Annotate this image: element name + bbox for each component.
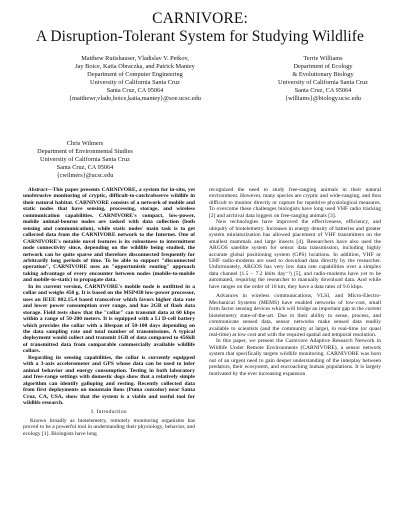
author-names: Terrie Williams	[303, 55, 343, 62]
intro-paragraph: Known broadly as biotelemetry, remotely monitoring organisms has proved to be a powerful tool in understanding their physiology, behavior, and ecology [1]. Biologists have long	[23, 417, 195, 437]
author-email: {matthewr,vlado,boice,katia,mantey}@soe.ucsc.edu	[69, 95, 201, 102]
body-paragraph: recognized the need to study free-ranging animals in their natural environment. However, many species are cryptic and wide-ranging, and thus difficult to monitor directly or capture for repetitive physiological measures. To overcome these challenges biologists have long used VHF radio tracking [2] and archival data loggers on free-ranging animals [3].	[209, 187, 381, 219]
author-university: University of California Santa Cruz	[278, 79, 368, 86]
author-university: University of California Santa Cruz	[40, 156, 130, 163]
left-column	[23, 187, 195, 512]
abstract-text: —This paper presents CARNIVORE, a system for in-situ, yet unobtrusive monitoring of cryptic, difficult-to-catch/observe wildlife in their natural habitat. CARNIVORE consists of a network of mobile and static nodes that have sensing, processing, storage, and wireless communication capabilities. CARNIVORE's compact, low-power, mobile animal-bourne nodes are tasked with data collection (both sensing and communication), while static nodes' main task is to get collected data from the CARNIVORE network to the Internet. One of CARNIVORE's notable novel features is its robustness to intermittent node connectivity since, depending on the wildlife being studied, the network can be quite sparse and therefore disconnected frequently for arbitrarily long periods of time. To be able to support "disconnected operation", CARNIVORE uses an "opportunistic routing" approach taking advantage of every encounter between nodes (mobile-to-mobile and mobile-to-static) to propagate data.	[23, 187, 195, 284]
abstract-paragraph-3: Regarding its sensing capabilities, the collar is currently equipped with a 3-axis accelerometer and GPS whose data can be used to infer animal behavior and energy consumption. Testing in both laboratory and free-range settings with domestic dogs show that a relatively simple algorithm can identify galloping and resting. Recently collected data from first deployments on mountain lions (Puma concolor) near Santa Cruz, CA, USA, show that the system is a viable and useful tool for wildlife research.	[23, 354, 195, 406]
author-university: University of California Santa Cruz	[90, 79, 180, 86]
author-names: Jay Boice, Katia Obraczka, and Patrick Mantey	[75, 63, 195, 70]
author-names: Chris Wilmers	[66, 140, 104, 147]
title-line-1: CARNIVORE:	[152, 10, 248, 27]
body-paragraph: Advances in wireless communications, VLSI, and Micro-Electro-Mechanical Systems (MEMS) have enabled networks of low-cost, small form factor sensing devices which will bridge an important gap in the current biotelemetry state-of-the-art. Due to their ability to sense, process, and communicate sensed data, sensor networks make sensed data readily available to scientists (and the community at large), in real-time (or quasi real-time) at low cost and with the required spatial and temporal resolution.	[209, 293, 381, 338]
author-email: {cwilmers}@ucsc.edu	[56, 172, 114, 179]
abstract-paragraph-1	[23, 187, 195, 284]
right-column	[209, 187, 381, 512]
author-email: {williams}@biology.ucsc.edu	[285, 95, 361, 102]
author-block-environmental-studies	[20, 140, 150, 180]
author-city: Santa Cruz, CA 95064	[294, 87, 352, 94]
paper-title	[0, 10, 400, 46]
section-heading-introduction: I. Introduction	[91, 409, 127, 416]
body-paragraph: In this paper, we present the Carnivore Adaptive Research Network in Wildlife Under Remote Environments (CARNIVORE), a sensor network system that specifically targets wildlife monitoring. CARNIVORE was born out of an urgent need to gain deeper understanding of the interplay between predators, their ecosystem, and encroaching human populations. It is largely motivated by the ever increasing expansion	[209, 338, 381, 377]
author-names: Matthew Rutishauser, Vladislav V. Petkov,	[81, 55, 189, 62]
author-block-computer-engineering	[30, 55, 240, 103]
author-department: Department of Computer Engineering	[87, 71, 183, 78]
author-department-line-2: & Evolutionary Biology	[292, 71, 354, 78]
abstract-label: Abstract	[28, 187, 48, 193]
author-city: Santa Cruz, CA 95064	[56, 164, 114, 171]
author-city: Santa Cruz, CA 95064	[106, 87, 164, 94]
author-block-ecology	[268, 55, 378, 103]
abstract-paragraph-2: In its current version, CARNIVORE's mobile node is outfitted in a collar and weighs 450 g. It is based on the MSP430 low-power processor, uses an IEEE 802.15.4 based transceiver which favors higher data rate and lower power consumption over range, and has 2GB of flash data storage. Field tests show that the "collar" can transmit data at 60 kbps within a range of 50-200 meters. It is equipped with a Li D-cell battery which provides the collar with a lifespan of 50-100 days depending on the data sampling rate and total number of transmissions. A typical deployment would collect and transmit 1GB of data compared to 456kB of transmitted data from comparable commercially available wildlife collars.	[23, 283, 195, 355]
title-line-2: A Disruption-Tolerant System for Studying Wildlife	[35, 28, 365, 45]
body-paragraph: New technologies have improved the effectiveness, efficiency, and ubiquity of biotelemetry. Increases in energy density of batteries and greater system miniaturization has allowed placement of VHF transmitters on the smallest mammals and large insects [4]. Researchers have also used the ARGOS satellite system for sensor data transmission, including highly accurate global positioning system (GPS) locations. In addition, VHF or UHF radio-modems are used to download data directly by the researcher. Unfortunately, ARGOS has very low data rate capabilities over a simplex data channel (1.5 − 7.2 kbits day⁻¹) [5], and radio-modems have yet to be automated, requiring the researcher to manually download data. And while have ranges on the order of 10 km, they have a data rates of 9.6 kbps.	[209, 219, 381, 290]
author-department: Department of Environmental Studies	[37, 148, 133, 155]
author-department: Department of Ecology	[293, 63, 353, 70]
